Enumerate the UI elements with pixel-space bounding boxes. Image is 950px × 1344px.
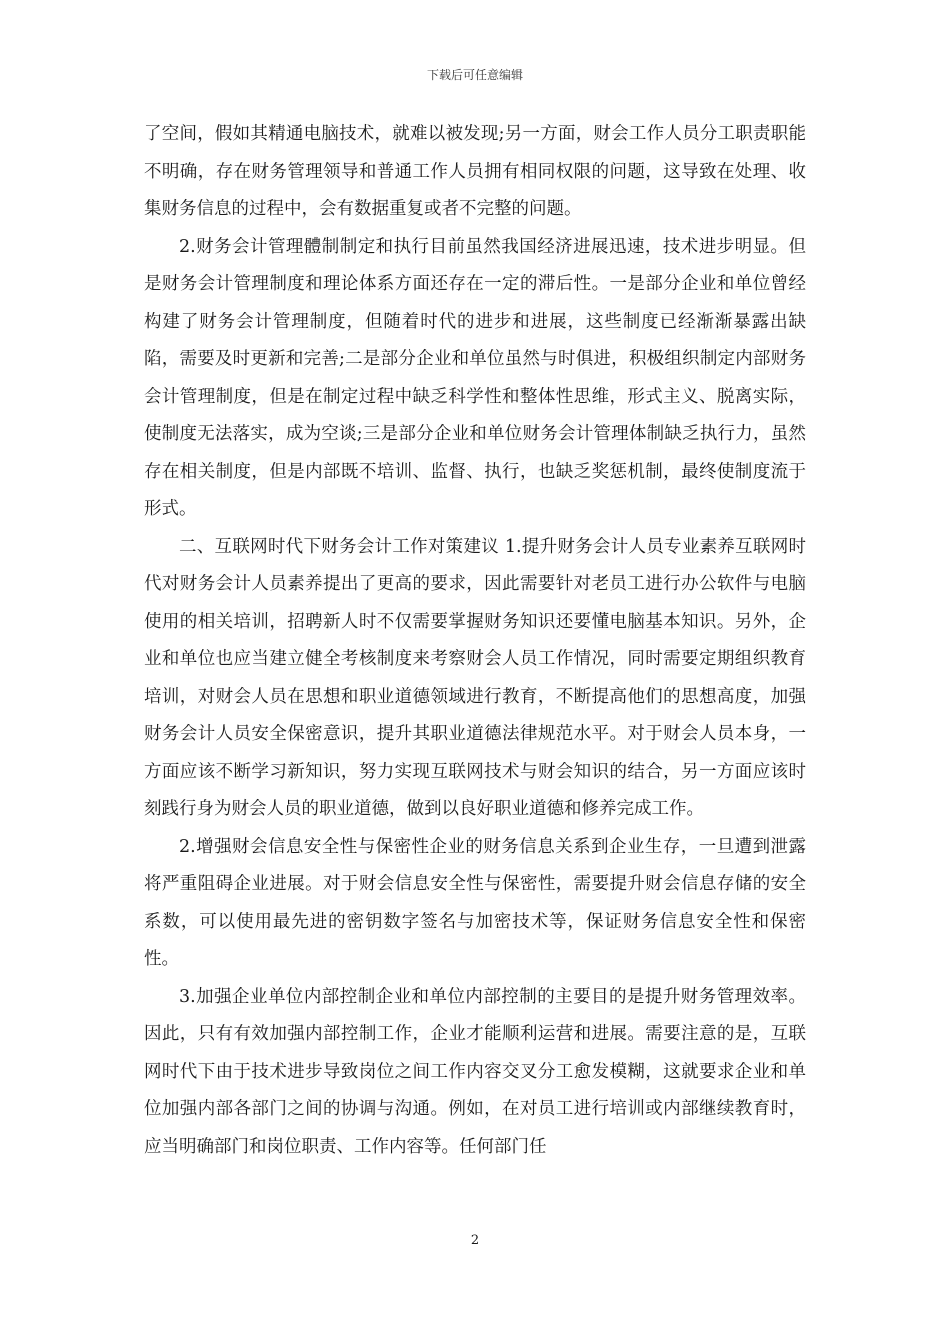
paragraph-countermeasures: 二、互联网时代下财务会计工作对策建议 1.提升财务会计人员专业素养互联网时代对财务会计人员素养提出了更高的要求，因此需要针对老员工进行办公软件与电脑使用的相关培训，招聘新人时不仅需要掌握财务知识还要懂电脑基本知识。另外，企业和单位也应当建立健全考核制度来考察财会人员工作情况，同时需要定期组织教育培训，对财会人员在思想和职业道德领域进行教育，不断提高他们的思想高度，加强财务会计人员安全保密意识，提升其职业道德法律规范水平。对于财会人员本身，一方面应该不断学习新知识，努力实现互联网技术与财会知识的结合，另一方面应该时刻践行身为财会人员的职业道德，做到以良好职业道德和修养完成工作。: [144, 536, 806, 819]
page-header-note: 下载后可任意编辑: [426, 68, 523, 82]
page-number: 2: [470, 1233, 480, 1248]
paragraph-internal-control: 3.加强企业单位内部控制企业和单位内部控制的主要目的是提升财务管理效率。因此，只有有效加强内部控制工作，企业才能顺利运营和进展。需要注意的是，互联网时代下由于技术进步导致岗位之间工作内容交叉分工愈发模糊，这就要求企业和单位加强内部各部门之间的协调与沟通。例如，在对员工进行培训或内部继续教育时，应当明确部门和岗位职责、工作内容等。任何部门任: [144, 986, 806, 1157]
paragraph-accounting-system: 2.财务会计管理體制制定和执行目前虽然我国经济进展迅速，技术进步明显。但是财务会计管理制度和理论体系方面还存在一定的滞后性。一是部分企业和单位曾经构建了财务会计管理制度，但随着时代的进步和进展，这些制度已经渐渐暴露出缺陷，需要及时更新和完善;二是部分企业和单位虽然与时俱进，积极组织制定内部财务会计管理制度，但是在制定过程中缺乏科学性和整体性思维，形式主义、脱离实际，使制度无法落实，成为空谈;三是部分企业和单位财务会计管理体制缺乏执行力，虽然存在相关制度，但是内部既不培训、监督、执行，也缺乏奖惩机制，最终使制度流于形式。: [144, 236, 806, 519]
paragraph-information-security: 2.增强财会信息安全性与保密性企业的财务信息关系到企业生存，一旦遭到泄露将严重阻碍企业进展。对于财会信息安全性与保密性，需要提升财会信息存储的安全系数，可以使用最先进的密钥数字签名与加密技术等，保证财务信息安全性和保密性。: [144, 836, 806, 969]
document-body: [144, 116, 806, 1166]
paragraph-continued: 了空间，假如其精通电脑技术，就难以被发现;另一方面，财会工作人员分工职责职能不明确，存在财务管理领导和普通工作人员拥有相同权限的问题，这导致在处理、收集财务信息的过程中，会有数据重复或者不完整的问题。: [144, 124, 806, 219]
